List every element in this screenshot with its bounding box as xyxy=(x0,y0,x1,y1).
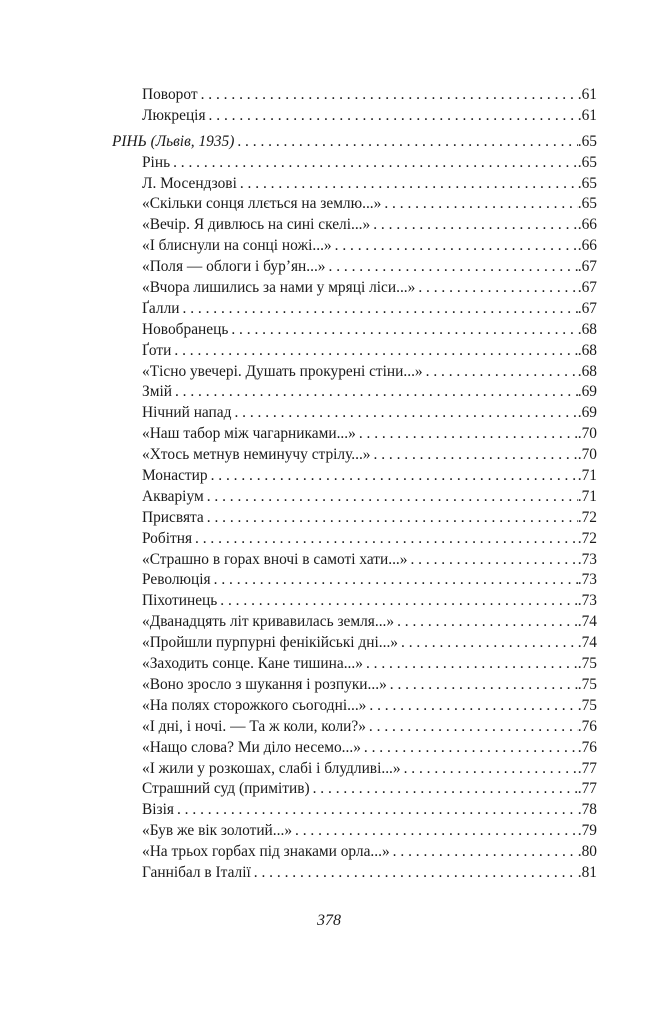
dot-leader xyxy=(192,529,578,550)
toc-entry-title: Новобранець xyxy=(142,320,229,338)
dot-leader xyxy=(208,466,578,487)
toc-entry xyxy=(112,320,597,341)
toc-entry xyxy=(112,654,597,675)
toc-entry xyxy=(112,508,597,529)
toc-entry xyxy=(112,696,597,717)
dot-leader xyxy=(371,445,578,466)
toc-entry-title: Візія xyxy=(142,801,174,819)
toc-entry-page: .81 xyxy=(577,863,597,881)
dot-leader xyxy=(237,174,578,195)
toc-entry-page: .67 xyxy=(577,279,597,297)
dot-leader xyxy=(366,696,577,717)
toc-entry-title: «І жили у розкошах, слабі і блудливі...» xyxy=(142,759,401,777)
toc-entry-title: «Хтось метнув неминучу стрілу...» xyxy=(142,446,371,464)
toc-entry xyxy=(112,403,597,424)
toc-entry xyxy=(112,341,597,362)
toc-entry-page: .65 xyxy=(577,195,597,213)
dot-leader xyxy=(217,591,577,612)
page-number: 378 xyxy=(317,912,341,929)
toc-entry-title: Л. Мосендзові xyxy=(142,174,237,192)
dot-leader xyxy=(326,257,578,278)
toc-entry-title: Люкреція xyxy=(142,106,206,124)
toc-entry-page: .75 xyxy=(577,696,597,714)
toc-entry-page: .69 xyxy=(577,404,597,422)
toc-entry-page: .61 xyxy=(577,86,597,103)
toc-entry-title: «Тісно увечері. Душать прокурені стіни...» xyxy=(142,362,423,380)
dot-leader xyxy=(370,215,578,236)
toc-entry xyxy=(112,633,597,654)
toc-entry-page: .68 xyxy=(577,341,597,359)
toc-entry-page: .70 xyxy=(577,425,597,443)
toc-entry-page: .75 xyxy=(577,675,597,693)
toc-entry-title: Монастир xyxy=(142,467,208,485)
dot-leader xyxy=(361,738,578,759)
toc-entry-title: Присвята xyxy=(142,508,204,526)
toc-entry-title: Страшний суд (примітив) xyxy=(142,780,310,798)
toc-entry xyxy=(112,487,597,508)
toc-entry-title: Ганнібал в Італії xyxy=(142,863,251,881)
dot-leader xyxy=(423,362,578,383)
toc-entry-title: Змій xyxy=(142,383,172,401)
toc-entry xyxy=(112,759,597,780)
toc-entry-page: .65 xyxy=(577,132,597,150)
toc-entry-page: .76 xyxy=(577,738,597,756)
toc-entry xyxy=(112,779,597,800)
toc-entry-title: «Страшно в горах вночі в самоті хати...» xyxy=(142,550,408,568)
toc-entry-page: .71 xyxy=(577,467,597,485)
toc-entry xyxy=(112,466,597,487)
dot-leader xyxy=(204,508,578,529)
toc-entry-page: .68 xyxy=(577,362,597,380)
dot-leader xyxy=(228,320,577,341)
toc-entry-page: .77 xyxy=(577,759,597,777)
toc-entry-title: Революція xyxy=(142,571,211,589)
toc-entry xyxy=(112,675,597,696)
toc-entry-title: Поворот xyxy=(142,86,198,103)
toc-entry xyxy=(112,445,597,466)
dot-leader xyxy=(310,779,578,800)
toc-entry-page: .70 xyxy=(577,446,597,464)
table-of-contents xyxy=(112,85,597,884)
toc-entry-title: РІНЬ (Львів, 1935) xyxy=(112,132,235,150)
dot-leader xyxy=(170,153,578,174)
toc-entry xyxy=(112,194,597,215)
toc-entry-page: .74 xyxy=(577,634,597,652)
toc-entry-title: «На трьох горбах під знаками орла...» xyxy=(142,843,390,861)
toc-entry-title: «Наш табор між чагарниками...» xyxy=(142,425,356,443)
toc-entry-page: .61 xyxy=(577,106,597,124)
toc-entry-page: .69 xyxy=(577,383,597,401)
toc-entry-title: Робітня xyxy=(142,529,193,547)
toc-entry-title: «На полях сторожкого сьогодні...» xyxy=(142,696,367,714)
dot-leader xyxy=(332,236,578,257)
dot-leader xyxy=(407,550,577,571)
toc-entry-title: Нічний напад xyxy=(142,404,232,422)
dot-leader xyxy=(180,299,578,320)
dot-leader xyxy=(171,341,577,362)
dot-leader xyxy=(398,633,578,654)
toc-entry-title: «Воно зросло з шукання і розпуки...» xyxy=(142,675,387,693)
toc-entry xyxy=(112,174,597,195)
dot-leader xyxy=(390,842,578,863)
toc-entry-title: «Вечір. Я дивлюсь на сині скелі...» xyxy=(142,216,371,234)
toc-entry xyxy=(112,215,597,236)
dot-leader xyxy=(172,382,578,403)
toc-entry-page: .73 xyxy=(577,571,597,589)
dot-leader xyxy=(387,675,578,696)
toc-entry xyxy=(112,153,597,174)
dot-leader xyxy=(401,759,578,780)
toc-entry-title: «Заходить сонце. Кане тишина...» xyxy=(142,655,363,673)
dot-leader xyxy=(231,403,577,424)
toc-entry-page: .67 xyxy=(577,258,597,276)
toc-entry-title: «Був же вік золотий...» xyxy=(142,822,293,840)
toc-entry-title: Піхотинець xyxy=(142,592,218,610)
toc-entry xyxy=(112,106,597,127)
toc-entry-title: Акваріум xyxy=(142,487,204,505)
toc-entry-page: .80 xyxy=(577,843,597,861)
toc-entry xyxy=(112,529,597,550)
dot-leader xyxy=(394,612,578,633)
toc-entry-page: .76 xyxy=(577,717,597,735)
toc-entry xyxy=(112,362,597,383)
toc-entry xyxy=(112,821,597,842)
dot-leader xyxy=(211,570,578,591)
dot-leader xyxy=(206,106,578,127)
toc-entry xyxy=(112,863,597,884)
toc-entry xyxy=(112,299,597,320)
toc-entry-title: «І блиснули на сонці ножі...» xyxy=(142,237,332,255)
toc-entry xyxy=(112,717,597,738)
toc-entry-page: .72 xyxy=(577,508,597,526)
dot-leader xyxy=(174,800,578,821)
toc-entry-title: Ґоти xyxy=(142,341,172,359)
toc-entry-page: .67 xyxy=(577,299,597,317)
dot-leader xyxy=(381,194,577,215)
dot-leader xyxy=(204,487,578,508)
dot-leader xyxy=(366,717,578,738)
dot-leader xyxy=(415,278,577,299)
toc-entry-title: «Вчора лишились за нами у мряці ліси...» xyxy=(142,279,416,297)
toc-entry xyxy=(112,591,597,612)
dot-leader xyxy=(198,85,578,106)
dot-leader xyxy=(292,821,578,842)
toc-entry-page: .74 xyxy=(577,613,597,631)
toc-entry-page: .79 xyxy=(577,822,597,840)
toc-entry xyxy=(112,570,597,591)
toc-entry xyxy=(112,382,597,403)
toc-entry-page: .66 xyxy=(577,237,597,255)
toc-entry-title: «Нащо слова? Ми діло несемо...» xyxy=(142,738,361,756)
toc-entry-page: .73 xyxy=(577,592,597,610)
toc-entry-page: .78 xyxy=(577,801,597,819)
toc-entry-page: .75 xyxy=(577,655,597,673)
toc-entry-title: «Пройшли пурпурні фенікійські дні...» xyxy=(142,634,399,652)
toc-entry xyxy=(112,424,597,445)
toc-entry xyxy=(112,612,597,633)
toc-entry xyxy=(112,85,597,106)
toc-entry-page: .72 xyxy=(577,529,597,547)
toc-entry xyxy=(112,800,597,821)
toc-entry-title: «Дванадцять літ кривавилась земля...» xyxy=(142,613,395,631)
toc-entry xyxy=(112,278,597,299)
dot-leader xyxy=(363,654,578,675)
toc-entry-title: «Поля — облоги і бур’ян...» xyxy=(142,258,326,276)
toc-entry-page: .73 xyxy=(577,550,597,568)
toc-entry-title: Рінь xyxy=(142,153,171,171)
dot-leader xyxy=(356,424,578,445)
toc-entry xyxy=(112,738,597,759)
toc-entry xyxy=(112,257,597,278)
toc-entry-page: .77 xyxy=(577,780,597,798)
toc-entry xyxy=(112,236,597,257)
toc-entry-page: .66 xyxy=(577,216,597,234)
dot-leader xyxy=(234,132,577,153)
toc-entry-title: Ґалли xyxy=(142,299,180,317)
toc-entry-title: «Скільки сонця ллється на землю...» xyxy=(142,195,382,213)
toc-entry-page: .68 xyxy=(577,320,597,338)
dot-leader xyxy=(251,863,578,884)
toc-entry xyxy=(112,842,597,863)
toc-entry-page: .71 xyxy=(577,487,597,505)
toc-entry-page: .65 xyxy=(577,174,597,192)
toc-entry xyxy=(112,550,597,571)
toc-section-heading xyxy=(112,132,597,153)
toc-entry-title: «І дні, і ночі. — Та ж коли, коли?» xyxy=(142,717,366,735)
toc-entry-page: .65 xyxy=(577,153,597,171)
